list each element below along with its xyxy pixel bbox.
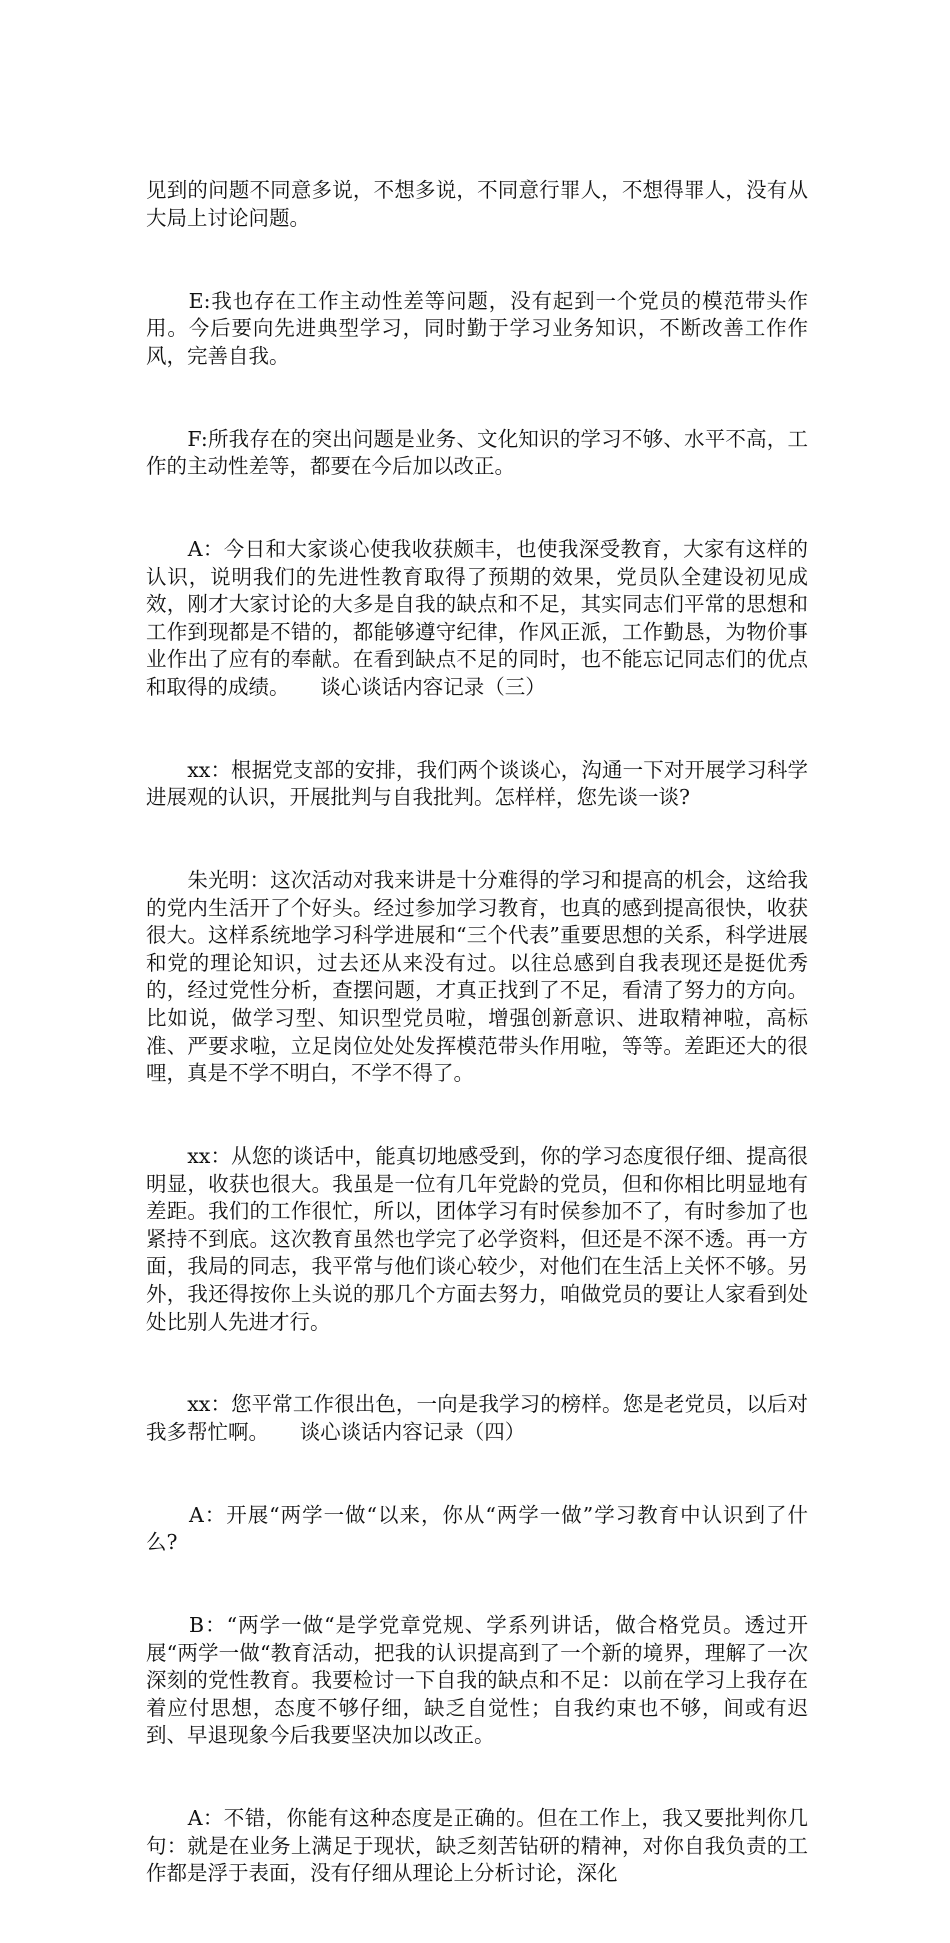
paragraph: B：“两学一做“是学党章党规、学系列讲话，做合格党员。透过开展“两学一做“教育活动，把我的认识提高到了一个新的境界，理解了一次深刻的党性教育。我要检讨一下自我的缺点和不足：以前在学习上我存在着应付思想，态度不够仔细，缺乏自觉性；自我约束也不够，间或有迟到、早退现象今后我要坚决加以改正。 xyxy=(146,1613,808,1748)
paragraph: xx：根据党支部的安排，我们两个谈谈心，沟通一下对开展学习科学进展观的认识，开展批判与自我批判。怎样样，您先谈一谈? xyxy=(146,757,808,810)
paragraph: A：开展“两学一做“以来，你从“两学一做”学习教育中认识到了什么? xyxy=(146,1502,808,1555)
paragraph: E:我也存在工作主动性差等问题，没有起到一个党员的模范带头作用。今后要向先进典型学习，同时勤于学习业务知识，不断改善工作作风，完善自我。 xyxy=(146,288,808,368)
paragraph: A：今日和大家谈心使我收获颇丰，也使我深受教育，大家有这样的认识，说明我们的先进性教育取得了预期的效果，党员队全建设初见成效，刚才大家讨论的大多是自我的缺点和不足，其实同志们平常的思想和工作到现都是不错的，都能够遵守纪律，作风正派，工作勤恳，为物价事业作出了应有的奉献。在看到缺点不足的同时，也不能忘记同志们的优点和取得的成绩。 谈心谈话内容记录（三） xyxy=(146,536,808,699)
document-body xyxy=(146,122,808,1943)
paragraph: 见到的问题不同意多说，不想多说，不同意行罪人，不想得罪人，没有从大局上讨论问题。 xyxy=(146,178,808,230)
paragraph: 朱光明：这次活动对我来讲是十分难得的学习和提高的机会，这给我的党内生活开了个好头。经过参加学习教育，也真的感到提高很快，收获很大。这样系统地学习科学进展和“三个代表”重要思想的关系，科学进展和党的理论知识，过去还从来没有过。以往总感到自我表现还是挺优秀的，经过党性分析，查摆问题，才真正找到了不足，看清了努力的方向。比如说，做学习型、知识型党员啦，增强创新意识、进取精神啦，高标准、严要求啦，立足岗位处处发挥模范带头作用啦，等等。差距还大的很哩，真是不学不明白，不学不得了。 xyxy=(146,868,808,1086)
paragraph: A：不错，你能有这种态度是正确的。但在工作上，我又要批判你几句：就是在业务上满足于现状，缺乏刻苦钻研的精神，对你自我负责的工作都是浮于表面，没有仔细从理论上分析讨论，深化 xyxy=(146,1806,808,1886)
paragraph: xx：您平常工作很出色，一向是我学习的榜样。您是老党员，以后对我多帮忙啊。 谈心谈话内容记录（四） xyxy=(146,1392,808,1444)
paragraph: xx：从您的谈话中，能真切地感受到，你的学习态度很仔细、提高很明显，收获也很大。我虽是一位有几年党龄的党员，但和你相比明显地有差距。我们的工作很忙，所以，团体学习有时侯参加不了，有时参加了也紧持不到底。这次教育虽然也学完了必学资料，但还是不深不透。再一方面，我局的同志，我平常与他们谈心较少，对他们在生活上关怀不够。另外，我还得按你上头说的那几个方面去努力，咱做党员的要让人家看到处处比别人先进才行。 xyxy=(146,1143,808,1334)
paragraph: F:所我存在的突出问题是业务、文化知识的学习不够、水平不高，工作的主动性差等，都要在今后加以改正。 xyxy=(146,426,808,479)
